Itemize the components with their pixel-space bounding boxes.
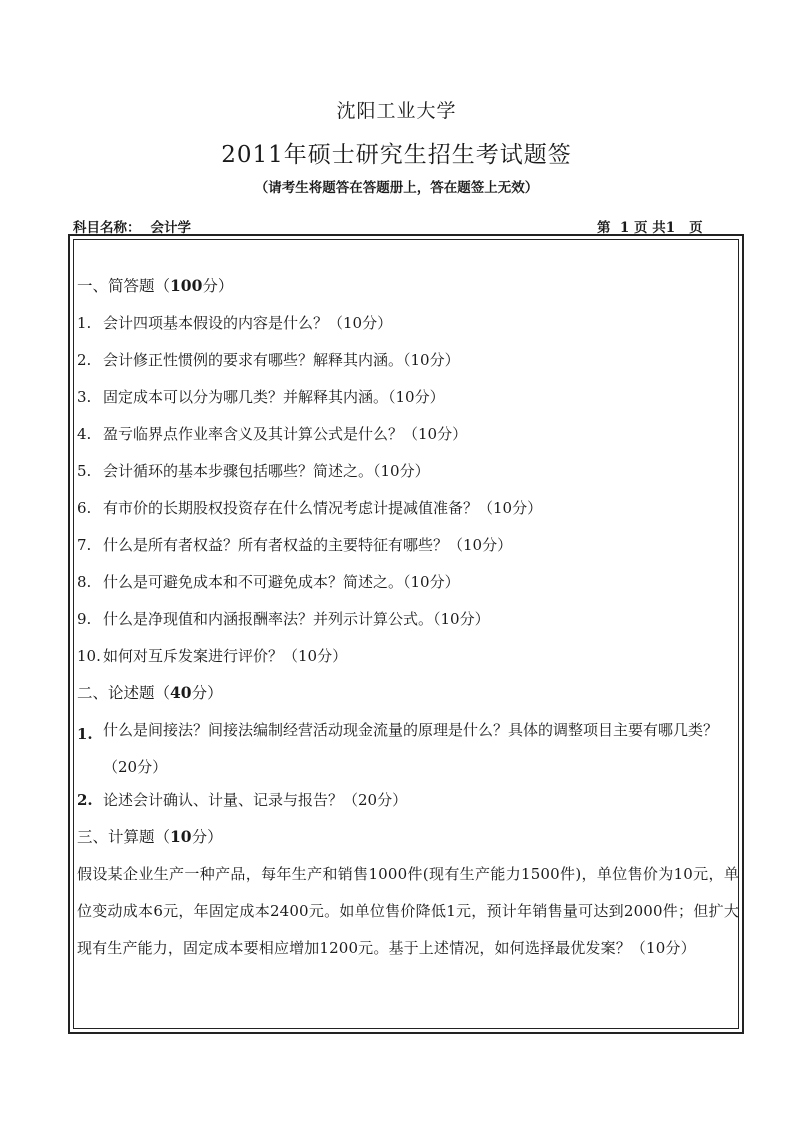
question-content (77, 272, 739, 967)
question-number: 3. (77, 388, 92, 406)
question-text: 固定成本可以分为哪几类？并解释其内涵。（10分） (103, 388, 445, 406)
question-item (77, 716, 739, 786)
question-number: 5. (77, 462, 92, 480)
section-unit: 分） (202, 277, 234, 295)
question-number: 2. (77, 351, 92, 369)
calculation-problem-text: 假设某企业生产一种产品，每年生产和销售1000件(现有生产能力1500件)，单位售价为10元，单位变动成本6元，年固定成本2400元。如单位售价降低1元，预计年销售量可达到2000件；但扩大现有生产能力，固定成本要相应增加1200元。基于上述情况，如何选择最优发案？（10分） (77, 865, 739, 957)
section-unit: 分） (191, 828, 223, 846)
question-item (77, 494, 739, 531)
question-text: 会计四项基本假设的内容是什么？（10分） (103, 314, 393, 332)
subject-label: 科目名称： (73, 220, 141, 236)
section-heading-short-answer (77, 272, 739, 309)
school-name: 沈阳工业大学 (336, 100, 457, 122)
question-item (77, 420, 739, 457)
question-text: 什么是所有者权益？所有者权益的主要特征有哪些？（10分） (103, 536, 513, 554)
question-number: 7. (77, 536, 92, 554)
question-number: 6. (77, 499, 92, 517)
page-info: 第 1 页 共1 页 (597, 220, 703, 236)
exam-title: 2011年硕士研究生招生考试题签 (221, 142, 572, 168)
question-item (77, 309, 739, 346)
section-heading-essay (77, 679, 739, 716)
question-number: 9. (77, 610, 92, 628)
question-item (77, 383, 739, 420)
section-score: 40 (170, 683, 192, 702)
subject-value: 会计学 (150, 220, 191, 236)
question-item (77, 531, 739, 568)
question-text: 什么是间接法？间接法编制经营活动现金流量的原理是什么？具体的调整项目主要有哪几类？（20分） (103, 721, 719, 776)
question-text: 会计修正性惯例的要求有哪些？解释其内涵。（10分） (103, 351, 460, 369)
question-item (77, 568, 739, 605)
question-text: 盈亏临界点作业率含义及其计算公式是什么？（10分） (103, 425, 468, 443)
question-item (77, 346, 739, 383)
section-unit: 分） (191, 684, 223, 702)
question-text: 如何对互斥发案进行评价？（10分） (103, 647, 348, 665)
exam-note: （请考生将题答在答题册上，答在题签上无效） (254, 180, 539, 196)
question-number: 2. (77, 791, 93, 809)
question-text: 会计循环的基本步骤包括哪些？简述之。（10分） (103, 462, 430, 480)
question-item (77, 786, 739, 823)
question-number: 1. (77, 725, 93, 743)
question-text: 什么是净现值和内涵报酬率法？并列示计算公式。（10分） (103, 610, 490, 628)
section-score: 100 (170, 276, 203, 295)
question-item (77, 642, 739, 679)
section-title: 一、简答题（ (77, 277, 171, 295)
question-number: 1. (77, 314, 92, 332)
section-title: 二、论述题（ (77, 684, 171, 702)
question-text: 有市价的长期股权投资存在什么情况考虑计提减值准备？（10分） (103, 499, 543, 517)
section-score: 10 (170, 827, 192, 846)
section-heading-calculation (77, 823, 739, 860)
question-number: 4. (77, 425, 92, 443)
section-title: 三、计算题（ (77, 828, 171, 846)
subject-line (73, 216, 191, 236)
question-text: 论述会计确认、计量、记录与报告？（20分） (103, 791, 408, 809)
question-number: 8. (77, 573, 92, 591)
question-item (77, 457, 739, 494)
question-item (77, 605, 739, 642)
question-text: 什么是可避免成本和不可避免成本？简述之。（10分） (103, 573, 460, 591)
question-number: 10. (77, 647, 101, 665)
